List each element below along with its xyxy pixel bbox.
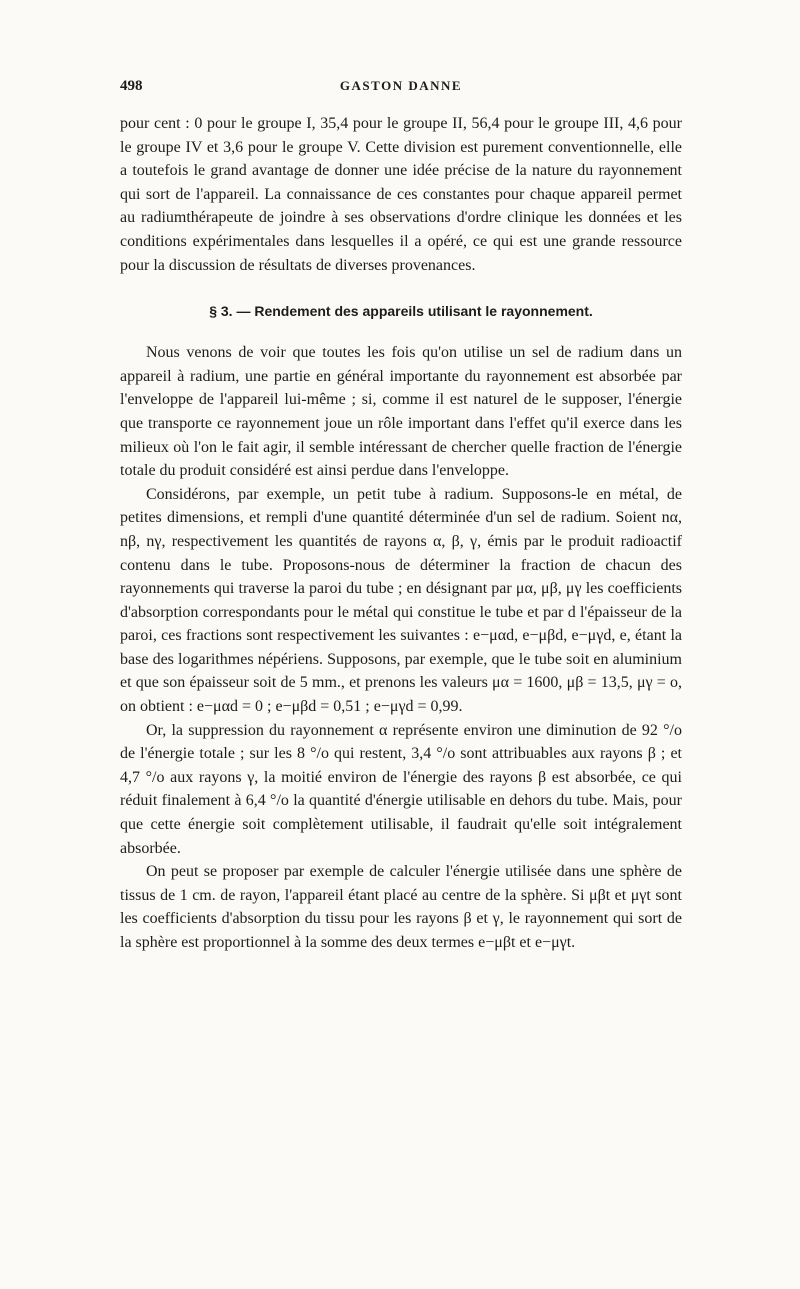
running-head: GASTON DANNE — [339, 78, 463, 93]
paragraph: Or, la suppression du rayonnement α représente environ une diminution de 92 °/o de l'énergie totale ; sur les 8 °/o qui restent, 3,4 °/o sont attribuables aux rayons β ; et 4,7 °/o aux rayons γ, la moitié environ de l'énergie des rayons β est absorbée, ce qui réduit finalement à 6,4 °/o la quantité d'énergie utilisable en dehors du tube. Mais, pour que cette énergie soit complètement utilisable, il faudrait qu'elle soit intégralement absorbée. — [120, 721, 682, 857]
paragraph: Nous venons de voir que toutes les fois qu'on utilise un sel de radium dans un appareil à radium, une partie en général importante du rayonnement est absorbée par l'enveloppe de l'appareil lui-même ; si, comme il est naturel de le supposer, l'énergie que transporte ce rayonnement joue un rôle important dans l'effet qu'il exerce dans les milieux où l'on le fait agir, il semble intéressant de chercher quelle fraction de l'énergie totale du produit considéré est ainsi perdue dans l'enveloppe. — [120, 344, 682, 480]
paragraph: Considérons, par exemple, un petit tube à radium. Supposons-le en métal, de petites dimensions, et rempli d'une quantité déterminée d'un sel de radium. Soient nα, nβ, nγ, respectivement les quantités de rayons α, β, γ, émis par le produit radioactif contenu dans le tube. Proposons-nous de déterminer la fraction de chacun des rayonnements qui traverse la paroi du tube ; en désignant par μα, μβ, μγ les coefficients d'absorption correspondants pour le métal qui constitue le tube et par d l'épaisseur de la paroi, ces fractions sont respectivement les suivantes : e−μαd, e−μβd, e−μγd, e, étant la base des logarithmes népériens. Supposons, par exemple, que le tube soit en aluminium et que son épaisseur soit de 5 mm., et prenons les valeurs μα = 1600, μβ = 13,5, μγ = o, on obtient : e−μαd = 0 ; e−μβd = 0,51 ; e−μγd = 0,99. — [120, 485, 682, 716]
paragraph: On peut se proposer par exemple de calculer l'énergie utilisée dans une sphère de tissus de 1 cm. de rayon, l'appareil étant placé au centre de la sphère. Si μβt et μγt sont les coefficients d'absorption du tissu pour les rayons β et γ, le rayonnement qui sort de la sphère est proportionnel à la somme des deux termes e−μβt et e−μγt. — [120, 863, 683, 951]
section-heading: § 3. — Rendement des appareils utilisant le rayonnement. — [209, 303, 593, 320]
paragraph-continued: pour cent : 0 pour le groupe I, 35,4 pour le groupe II, 56,4 pour le groupe III, 4,6 pour le groupe IV et 3,6 pour le groupe V. Cette division est purement conventionnelle, elle a toutefois le grand avantage de donner une idée précise de la nature du rayonnement qui sort de l'appareil. La connaissance de ces constantes pour chaque appareil permet au radiumthérapeute de joindre à ses observations d'ordre clinique les données et les conditions expérimentales dans lesquelles il a opéré, ce qui est une grande ressource pour la discussion de résultats de diverses provenances. — [120, 115, 682, 274]
page-header — [120, 78, 682, 102]
page-number: 498 — [120, 78, 143, 94]
body-text — [120, 112, 682, 955]
